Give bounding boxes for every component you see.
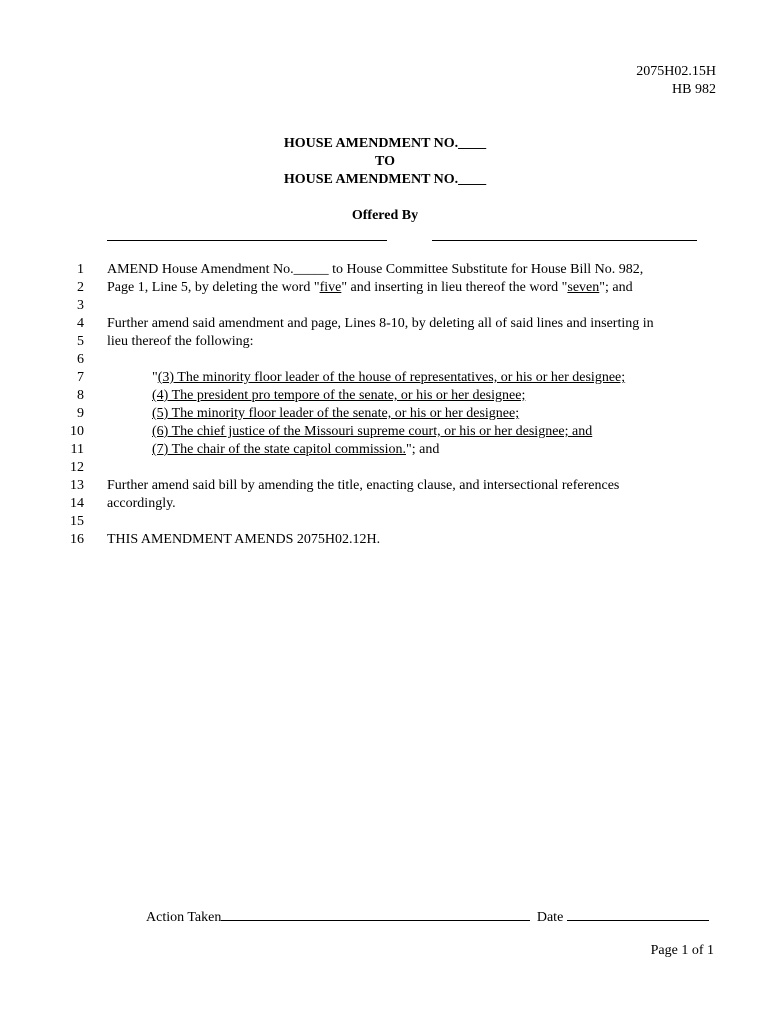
line-text (152, 387, 525, 405)
body-line (0, 261, 770, 279)
line-number: 6 (77, 352, 84, 367)
line-number: 16 (70, 532, 84, 547)
line-text (152, 369, 625, 387)
line-number: 8 (77, 388, 84, 403)
body-line (0, 279, 770, 297)
signature-line-right (432, 240, 697, 241)
text-run: Page 1, Line 5, by deleting the word " (107, 280, 320, 295)
underlined-text: five (319, 280, 342, 295)
line-text (107, 477, 619, 495)
underlined-text: seven (567, 280, 600, 295)
text-run: Further amend said amendment and page, Lines 8-10, by deleting all of said lines and inserting in (107, 316, 654, 331)
action-taken-label: Action Taken (146, 910, 222, 925)
body-line (0, 333, 770, 351)
text-run: AMEND House Amendment No._____ to House Committee Substitute for House Bill No. 982, (107, 262, 644, 277)
title-line-2: TO (375, 154, 395, 169)
title-line-3: HOUSE AMENDMENT NO.____ (283, 172, 487, 187)
text-run: "; and (599, 280, 633, 295)
signature-line-left (107, 240, 387, 241)
underlined-text: (7) The chair of the state capitol commission. (152, 442, 407, 457)
body-line (0, 441, 770, 459)
line-text (107, 315, 654, 333)
body-line (0, 423, 770, 441)
body-line (0, 315, 770, 333)
page-number: Page 1 of 1 (650, 943, 714, 958)
body-line (0, 495, 770, 513)
offered-by: Offered By (351, 208, 419, 223)
body-line (0, 387, 770, 405)
body-line (0, 405, 770, 423)
line-number: 1 (77, 262, 84, 277)
line-number: 4 (77, 316, 84, 331)
text-run: " (152, 370, 158, 385)
text-run: accordingly. (107, 496, 176, 511)
body-line (0, 297, 770, 315)
body-line (0, 369, 770, 387)
line-text (152, 441, 439, 459)
body-line (0, 531, 770, 549)
doc-code: 2075H02.15H (636, 64, 716, 79)
action-taken-row (146, 906, 709, 927)
line-number: 15 (70, 514, 84, 529)
line-text (107, 279, 633, 297)
text-run: THIS AMENDMENT AMENDS 2075H02.12H. (107, 532, 381, 547)
line-text (107, 531, 380, 549)
date-blank (567, 906, 709, 921)
line-text (152, 423, 592, 441)
line-number: 7 (77, 370, 84, 385)
line-text (107, 333, 254, 351)
line-number: 3 (77, 298, 84, 313)
underlined-text: (4) The president pro tempore of the senate, or his or her designee; (152, 388, 526, 403)
line-number: 5 (77, 334, 84, 349)
body-line (0, 513, 770, 531)
body-line (0, 351, 770, 369)
line-number: 11 (70, 442, 84, 457)
line-text (107, 261, 643, 279)
line-text (107, 495, 176, 513)
text-run: lieu thereof the following: (107, 334, 254, 349)
title-line-1: HOUSE AMENDMENT NO.____ (283, 136, 487, 151)
line-number: 12 (70, 460, 84, 475)
underlined-text: (3) The minority floor leader of the house of representatives, or his or her designee; (157, 370, 626, 385)
date-label: Date (536, 910, 564, 925)
line-number: 2 (77, 280, 84, 295)
line-number: 9 (77, 406, 84, 421)
line-number: 14 (70, 496, 84, 511)
action-taken-blank (221, 906, 530, 921)
line-text (152, 405, 519, 423)
text-run: " and inserting in lieu thereof the word " (341, 280, 568, 295)
body-line (0, 477, 770, 495)
text-run: Further amend said bill by amending the title, enacting clause, and intersectional references (107, 478, 620, 493)
text-run: "; and (406, 442, 440, 457)
bill-number: HB 982 (672, 82, 716, 97)
underlined-text: (6) The chief justice of the Missouri supreme court, or his or her designee; and (152, 424, 593, 439)
body-line (0, 459, 770, 477)
line-number: 10 (70, 424, 84, 439)
underlined-text: (5) The minority floor leader of the senate, or his or her designee; (152, 406, 520, 421)
line-number: 13 (70, 478, 84, 493)
